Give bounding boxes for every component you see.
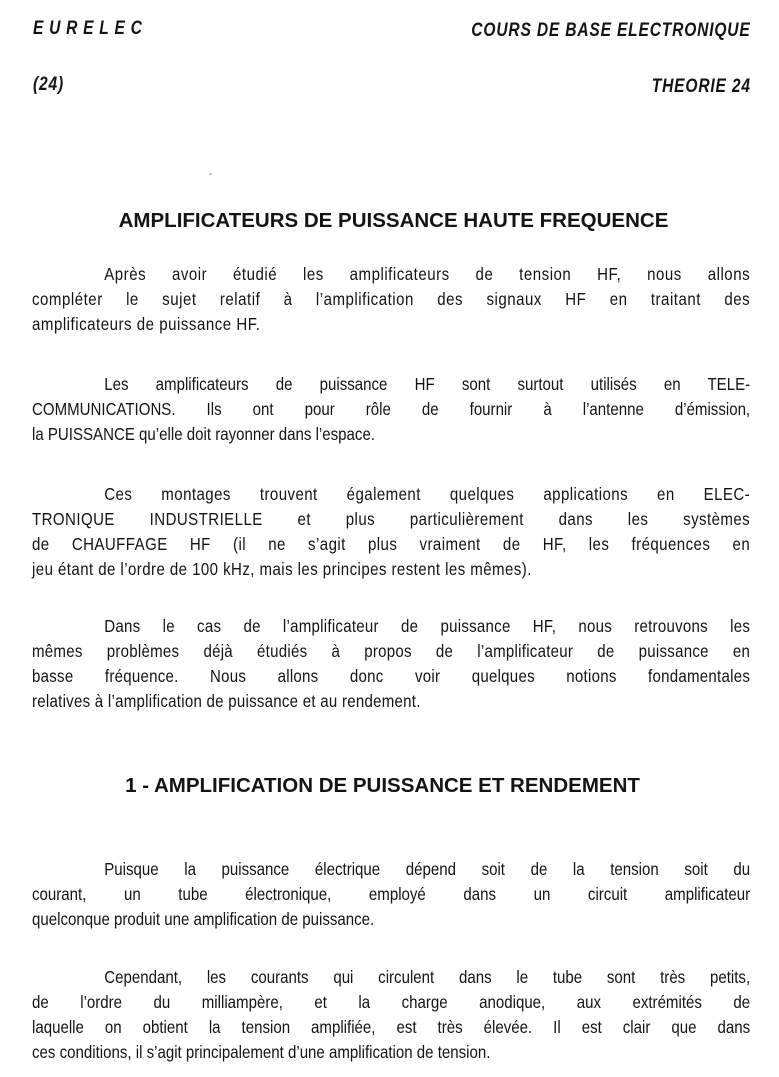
text-line: relatives à l’amplification de puissance et au rendement.	[32, 691, 421, 711]
paragraph-telecom	[32, 372, 750, 447]
scan-speck	[209, 173, 212, 175]
paragraph-power	[32, 857, 750, 932]
course-title: COURS DE BASE ELECTRONIQUE	[471, 20, 751, 41]
text-line: Les amplificateurs de puissance HF sont surtout utilisés en TELE-	[104, 374, 751, 394]
text-line: de l’ordre du milliampère, et la charge anodique, aux extrémités de	[32, 992, 751, 1012]
text-line: basse fréquence. Nous allons donc voir quelques notions fondamentales	[32, 666, 751, 686]
text-line: amplificateurs de puissance HF.	[32, 314, 261, 334]
lesson-label: THEORIE 24	[651, 76, 751, 97]
text-line: mêmes problèmes déjà étudiés à propos de l’amplificateur de puissance en	[32, 641, 751, 661]
text-line: ces conditions, il s’agit principalement d’une amplification de tension.	[32, 1042, 491, 1062]
text-line: Ces montages trouvent également quelques applications en ELEC-	[104, 484, 751, 504]
text-line: Cependant, les courants qui circulent dans le tube sont très petits,	[104, 967, 751, 987]
section-title: 1 - AMPLIFICATION DE PUISSANCE ET RENDEMENT	[125, 774, 640, 797]
text-line: laquelle on obtient la tension amplifiée, est très élevée. Il est clair que dans	[32, 1017, 751, 1037]
paragraph-intro	[32, 262, 750, 337]
text-line: quelconque produit une amplification de puissance.	[32, 909, 375, 929]
text-line: de CHAUFFAGE HF (il ne s’agit plus vraiment de HF, les fréquences en	[32, 534, 751, 554]
publisher-name: EURELEC	[33, 18, 148, 39]
text-line: TRONIQUE INDUSTRIELLE et plus particulièrement dans les systèmes	[32, 509, 751, 529]
text-line: jeu étant de l’ordre de 100 kHz, mais les principes restent les mêmes).	[32, 559, 532, 579]
text-line: courant, un tube électronique, employé dans un circuit amplificateur	[32, 884, 751, 904]
main-title: AMPLIFICATEURS DE PUISSANCE HAUTE FREQUENCE	[118, 209, 669, 232]
text-line: compléter le sujet relatif à l’amplification des signaux HF en traitant des	[32, 289, 751, 309]
text-line: Dans le cas de l’amplificateur de puissance HF, nous retrouvons les	[104, 616, 751, 636]
paragraph-currents	[32, 965, 750, 1065]
paragraph-industrial	[32, 482, 750, 582]
text-line: Puisque la puissance électrique dépend soit de la tension soit du	[104, 859, 751, 879]
page-number: (24)	[33, 74, 64, 95]
text-line: Après avoir étudié les amplificateurs de tension HF, nous allons	[104, 264, 751, 284]
text-line: la PUISSANCE qu’elle doit rayonner dans l’espace.	[32, 424, 375, 444]
text-line: COMMUNICATIONS. Ils ont pour rôle de fournir à l’antenne d’émission,	[32, 399, 751, 419]
paragraph-problems	[32, 614, 750, 714]
